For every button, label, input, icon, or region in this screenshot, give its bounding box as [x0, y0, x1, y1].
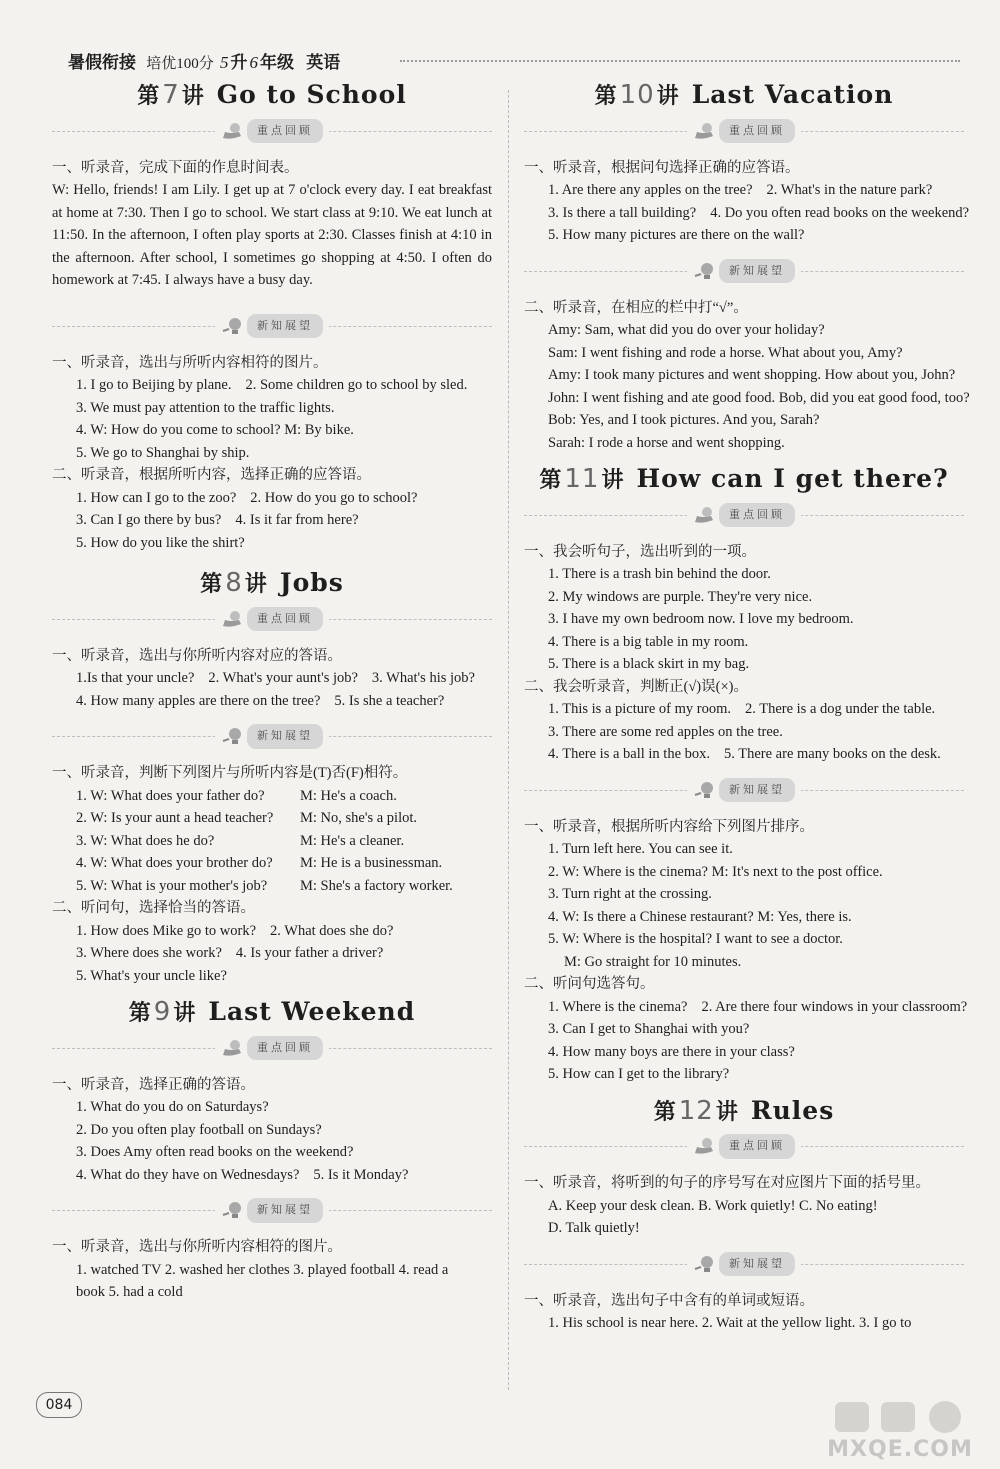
lesson-suffix: 讲: [601, 468, 625, 493]
review-banner: [52, 603, 492, 637]
question-line: 5. We go to Shanghai by ship.: [76, 444, 250, 461]
question-line: 2. Do you often play football on Sundays?: [76, 1121, 322, 1138]
question-line: 2. My windows are purple. They're very nice.: [548, 588, 813, 605]
banner-label: 重点回顾: [247, 1036, 323, 1061]
banner-label: 新知展望: [719, 778, 795, 803]
grade-from: 5: [220, 53, 229, 72]
banner-label: 重点回顾: [247, 119, 323, 144]
banner-box: [215, 724, 329, 749]
left-column: [52, 80, 492, 1304]
question-item: 1.Is that your uncle?: [76, 670, 195, 686]
lesson-name: Jobs: [279, 568, 344, 597]
question-line: [524, 743, 964, 766]
banner-box: [215, 607, 329, 632]
grade-mid: 升: [230, 53, 248, 72]
new-banner: [524, 774, 964, 808]
lesson-name: Last Vacation: [691, 80, 894, 109]
bulb-icon: [693, 779, 717, 801]
question-line: book 5. had a cold: [76, 1284, 183, 1300]
dialog-line: Amy: Sam, what did you do over your holiday?: [548, 322, 825, 338]
bulb-icon: [693, 1253, 717, 1275]
question-item: 2. Some children go to school by sled.: [245, 377, 468, 393]
dialog-question: 1. W: What does your father do?: [76, 787, 265, 804]
section-heading: 一、听录音，完成下面的作息时间表。: [52, 159, 299, 176]
lamp-icon: [221, 1037, 245, 1059]
question-line: 5. How do you like the shirt?: [76, 534, 245, 551]
review-banner: [52, 1032, 492, 1066]
banner-box: [687, 503, 801, 528]
section-heading: 一、听录音，将听到的句子的序号写在对应图片下面的括号里。: [524, 1175, 930, 1191]
lesson-suffix: 讲: [656, 84, 680, 109]
banner-label: 新知展望: [719, 259, 795, 284]
banner-label: 新知展望: [247, 724, 323, 749]
question-item: 1. This is a picture of my room.: [548, 701, 731, 717]
question-item: 3. Is there a tall building?: [548, 204, 697, 221]
review-banner: [524, 499, 964, 533]
dialog-answer: M: No, she's a pilot.: [300, 810, 417, 826]
question-item: 1. How can I go to the zoo?: [76, 489, 237, 506]
bulb-icon: [221, 315, 245, 337]
section-heading: 一、听录音，选出与你所听内容对应的答语。: [52, 647, 342, 664]
banner-label: 重点回顾: [719, 503, 795, 528]
question-line: 3. Can I get to Shanghai with you?: [548, 1021, 750, 1037]
grade-to: 6: [249, 53, 259, 72]
question-line: 4. How many boys are there in your class?: [548, 1043, 795, 1060]
question-item: 2. How do you go to school?: [250, 489, 418, 506]
section-heading: 一、我会听句子，选出听到的一项。: [524, 543, 756, 560]
lamp-icon: [693, 1135, 717, 1157]
question-line: 4. W: Is there a Chinese restaurant? M: Yes, there is.: [548, 908, 852, 925]
dialog-question: 4. W: What does your brother do?: [76, 855, 273, 871]
banner-box: [687, 119, 801, 144]
review-banner: [52, 115, 492, 149]
question-line: M: Go straight for 10 minutes.: [564, 953, 742, 970]
question-item: 4. How many apples are there on the tree?: [76, 692, 321, 709]
lesson-prefix: 第: [594, 84, 618, 109]
question-line: [52, 942, 492, 965]
question-item: 2. There is a dog under the table.: [744, 701, 936, 717]
question-line: 3. I have my own bedroom now. I love my bedroom.: [548, 611, 854, 627]
dialog-table: [52, 785, 492, 898]
question-line: A. Keep your desk clean. B. Work quietly! C. No eating!: [548, 1197, 878, 1214]
section-heading: 一、听录音，选出句子中含有的单词或短语。: [524, 1292, 814, 1309]
section-heading: 一、听录音，判断下列图片与所听内容是(T)否(F)相符。: [52, 765, 408, 781]
lesson-number: 12: [678, 1095, 714, 1126]
review-banner: [524, 1130, 964, 1164]
question-item: 2. What's in the nature park?: [766, 182, 933, 198]
dialog-line: Sarah: I rode a horse and went shopping.: [548, 434, 785, 451]
question-item: 5. Is she a teacher?: [334, 692, 445, 709]
lesson-suffix: 讲: [715, 1099, 739, 1125]
question-line: 1. There is a trash bin behind the door.: [548, 566, 771, 582]
new-banner: [52, 720, 492, 754]
banner-box: [215, 314, 329, 339]
question-line: [52, 374, 492, 397]
section-heading: 二、听录音，根据所听内容，选择正确的应答语。: [52, 467, 371, 483]
section-heading: 二、我会听录音，判断正(√)误(×)。: [524, 678, 748, 695]
lamp-icon: [221, 608, 245, 630]
banner-box: [687, 259, 801, 284]
question-item: 3. What's his job?: [371, 670, 475, 686]
question-line: [524, 698, 964, 721]
question-item: 3. Where does she work?: [76, 945, 222, 961]
lesson-suffix: 讲: [181, 84, 205, 109]
watermark-text: MXQE.COM: [827, 1437, 973, 1462]
question-item: 4. Is your father a driver?: [235, 945, 384, 961]
question-line: D. Talk quietly!: [548, 1220, 640, 1236]
dialog-answer: M: He is a businessman.: [300, 855, 443, 871]
lesson-prefix: 第: [539, 468, 563, 493]
question-line: 5. There is a black skirt in my bag.: [548, 656, 750, 672]
question-line: 1. Turn left here. You can see it.: [548, 841, 733, 857]
bulb-icon: [693, 260, 717, 282]
lesson-8-title: [52, 568, 492, 598]
right-column: [524, 80, 970, 1335]
grade-suffix: 年级: [260, 53, 295, 72]
question-line: [52, 487, 492, 510]
banner-box: [215, 119, 329, 144]
lamp-icon: [693, 504, 717, 526]
question-line: [52, 1164, 492, 1187]
lesson-11-title: [524, 464, 964, 494]
section-heading: 二、听问句，选择恰当的答语。: [52, 900, 255, 916]
new-banner: [524, 255, 964, 289]
question-item: 5. Is it Monday?: [313, 1166, 409, 1183]
question-line: [52, 920, 492, 943]
lesson-prefix: 第: [200, 572, 224, 597]
question-line: 3. Does Amy often read books on the weekend?: [76, 1144, 354, 1160]
lesson-number: 11: [564, 464, 600, 494]
lesson-name: How can I get there?: [636, 464, 949, 493]
watermark-logo: [815, 1398, 985, 1464]
bulb-icon: [221, 1199, 245, 1221]
section-heading: 一、听录音，选择正确的答语。: [52, 1076, 255, 1093]
dialog-answer: M: He's a coach.: [300, 787, 397, 804]
lesson-number: 9: [153, 997, 172, 1027]
page-header: [0, 40, 1000, 80]
lesson-10-title: [524, 80, 964, 110]
question-item: 1. Where is the cinema?: [548, 998, 688, 1015]
dialog-answer: M: She's a factory worker.: [300, 877, 453, 894]
dialog-line: Sam: I went fishing and rode a horse. What about you, Amy?: [548, 344, 903, 361]
banner-label: 新知展望: [247, 314, 323, 339]
new-banner: [524, 1248, 964, 1282]
subject: 英语: [306, 53, 341, 72]
lesson-prefix: 第: [653, 1099, 677, 1125]
question-line: 3. We must pay attention to the traffic lights.: [76, 399, 335, 416]
lesson-name: Rules: [750, 1095, 835, 1125]
question-item: 1. I go to Beijing by plane.: [76, 377, 232, 393]
question-line: [524, 202, 970, 225]
question-line: 5. How many pictures are there on the wall?: [548, 227, 805, 243]
section-heading: 二、听录音，在相应的栏中打“√”。: [524, 299, 748, 316]
lesson-name: Go to School: [216, 80, 407, 109]
bulb-icon: [221, 725, 245, 747]
question-item: 4. Is it far from here?: [235, 512, 359, 528]
question-item: 1. How does Mike go to work?: [76, 922, 257, 939]
banner-label: 重点回顾: [719, 119, 795, 144]
question-line: 3. There are some red apples on the tree.: [548, 723, 783, 740]
question-item: 2. What's your aunt's job?: [208, 670, 358, 686]
review-banner: [524, 115, 964, 149]
new-banner: [52, 310, 492, 344]
question-line: [524, 179, 964, 202]
question-item: 5. There are many books on the desk.: [724, 746, 941, 762]
lesson-number: 10: [619, 80, 655, 110]
question-line: [52, 509, 492, 532]
header-title: [68, 48, 340, 73]
lamp-icon: [693, 120, 717, 142]
lesson-number: 7: [162, 80, 180, 110]
dialog-line: John: I went fishing and ate good food. Bob, did you eat good food, too?: [548, 389, 970, 406]
question-item: 4. What do they have on Wednesdays?: [76, 1166, 300, 1183]
section-heading: 一、听录音，根据所听内容给下列图片排序。: [524, 818, 814, 835]
lesson-suffix: 讲: [244, 572, 268, 597]
question-item: 2. What does she do?: [270, 922, 394, 939]
question-line: 5. What's your uncle like?: [76, 967, 227, 984]
lesson-name: Last Weekend: [208, 997, 416, 1026]
lesson-12-title: [524, 1095, 964, 1126]
question-line: 5. How can I get to the library?: [548, 1066, 730, 1082]
lesson-prefix: 第: [128, 1001, 152, 1026]
banner-label: 重点回顾: [247, 607, 323, 632]
question-line: 3. Turn right at the crossing.: [548, 886, 712, 902]
question-item: 1. Are there any apples on the tree?: [548, 182, 753, 198]
banner-label: 重点回顾: [719, 1134, 795, 1159]
question-line: 1. His school is near here. 2. Wait at the yellow light. 3. I go to: [548, 1315, 912, 1331]
dialog-line: Amy: I took many pictures and went shopping. How about you, John?: [548, 367, 956, 383]
question-line: 5. W: Where is the hospital? I want to see a doctor.: [548, 931, 843, 947]
section-heading: 一、听录音，根据问句选择正确的应答语。: [524, 159, 800, 176]
question-line: 1. What do you do on Saturdays?: [76, 1099, 269, 1115]
banner-box: [687, 778, 801, 803]
lesson-suffix: 讲: [173, 1001, 197, 1026]
watermark-emblem-icon: [815, 1398, 985, 1438]
new-banner: [52, 1194, 492, 1228]
dialog-question: 2. W: Is your aunt a head teacher?: [76, 810, 274, 826]
question-line: 2. W: Where is the cinema? M: It's next to the post office.: [548, 863, 883, 880]
lesson-number: 8: [225, 568, 243, 598]
question-line: [524, 996, 968, 1019]
dialog-question: 3. W: What does he do?: [76, 832, 215, 849]
question-line: 4. There is a big table in my room.: [548, 633, 749, 650]
question-item: 4. Do you often read books on the weekend?: [710, 204, 970, 221]
lamp-icon: [221, 120, 245, 142]
section-heading: 一、听录音，选出与你所听内容相符的图片。: [52, 1239, 342, 1255]
lesson-9-title: [52, 997, 492, 1027]
page-number: 084: [36, 1392, 82, 1418]
question-line: 4. W: How do you come to school? M: By bike.: [76, 422, 354, 438]
question-item: 4. There is a ball in the box.: [548, 746, 711, 762]
dialog-line: Bob: Yes, and I took pictures. And you, Sarah?: [548, 412, 820, 428]
banner-label: 新知展望: [719, 1252, 795, 1277]
question-item: 2. Are there four windows in your classroom?: [701, 998, 968, 1015]
series-subtitle: 培优100分: [146, 56, 214, 72]
question-line: [52, 667, 492, 690]
banner-box: [215, 1198, 329, 1223]
question-line: [52, 690, 492, 713]
banner-box: [687, 1134, 801, 1159]
listening-passage: W: Hello, friends! I am Lily. I get up at 7 o'clock every day. I eat breakfast at home at 7:30. Then I go to school. We start class at 9:10. We eat lunch at 11:50. In the afternoon, I often play sports at 2:30. Classes finish at 4:10 in the afternoon. After school, I sometimes go shopping at 4:50. I often do homework at 7:45. I always have a busy day.: [52, 182, 492, 288]
lesson-7-title: [52, 80, 492, 110]
banner-box: [687, 1252, 801, 1277]
dialog-question: 5. W: What is your mother's job?: [76, 877, 268, 894]
section-heading: 二、听问句选答句。: [524, 976, 655, 992]
lesson-prefix: 第: [137, 84, 161, 109]
series-name: 暑假衔接: [68, 53, 136, 72]
banner-box: [215, 1036, 329, 1061]
banner-label: 新知展望: [247, 1198, 323, 1223]
header-rule: [400, 60, 960, 62]
question-item: 3. Can I go there by bus?: [76, 512, 222, 528]
section-heading: 一、听录音，选出与所听内容相符的图片。: [52, 354, 328, 371]
dialog-answer: M: He's a cleaner.: [300, 832, 405, 849]
column-divider: [508, 90, 509, 1390]
question-line: 1. watched TV 2. washed her clothes 3. played football 4. read a: [76, 1261, 449, 1278]
